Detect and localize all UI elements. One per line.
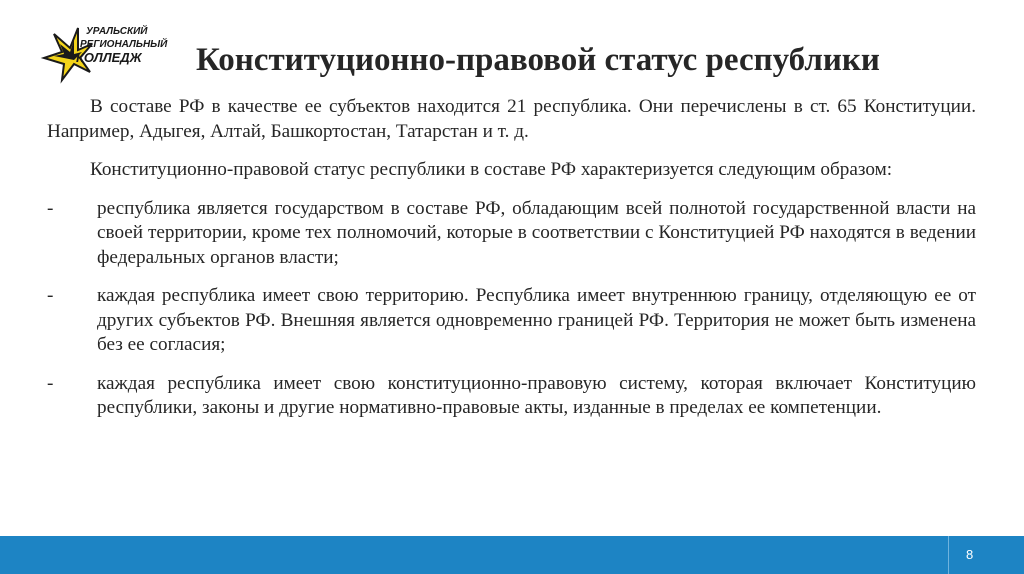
bullet-marker: - [47, 197, 54, 219]
logo-line3: КОЛЛЕДЖ [76, 50, 142, 65]
bullet-item [47, 372, 976, 421]
bullet-marker: - [47, 372, 54, 394]
slide-body [47, 95, 976, 435]
paragraph: В составе РФ в качестве ее субъектов находится 21 республика. Они перечислены в ст. 65 Конституции. Например, Адыгея, Алтай, Башкортостан, Татарстан и т. д. [47, 96, 976, 142]
college-logo-icon [40, 14, 170, 86]
bullet-text: каждая республика имеет свою территорию. Республика имеет внутреннюю границу, отделяющую ее от других субъектов РФ. Внешняя является одновременно границей РФ. Территория не может быть изменена без ее согласия; [97, 285, 976, 355]
logo-line2: РЕГИОНАЛЬНЫЙ [80, 39, 168, 50]
footer-divider [948, 536, 949, 574]
bullet-marker: - [47, 285, 54, 306]
bullet-item [47, 284, 976, 358]
bullet-text: республика является государством в составе РФ, обладающим всей полнотой государственной власти на своей территории, кроме тех полномочий, которые в соответствии с Конституцией РФ находятся в ведении федеральных органов власти; [97, 197, 976, 268]
bullet-text: каждая республика имеет свою конституционно-правовую систему, которая включает Конституцию республики, законы и другие нормативно-правовые акты, изданные в пределах ее компетенции. [97, 372, 976, 418]
footer-bar [0, 536, 1024, 574]
college-logo [40, 14, 170, 86]
logo-line1: УРАЛЬСКИЙ [86, 26, 148, 37]
paragraph: Конституционно-правовой статус республики в составе РФ характеризуется следующим образом: [90, 159, 893, 180]
slide-title: Конституционно-правовой статус республики [196, 42, 880, 78]
page-number: 8 [966, 547, 974, 562]
bullet-item [47, 197, 976, 271]
